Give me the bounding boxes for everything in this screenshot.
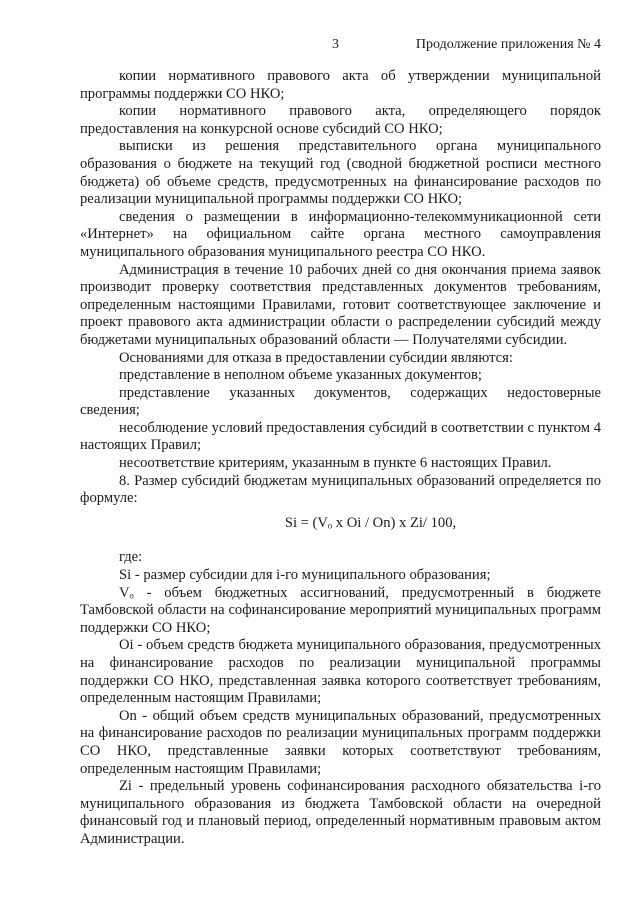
paragraph: представление указанных документов, содержащих недостоверные сведения; bbox=[80, 384, 601, 419]
subsidy-formula: Si = (Vₒ x Oi / On) x Zi/ 100, bbox=[284, 514, 457, 531]
paragraph: несоблюдение условий предоставления субсидий в соответствии с пунктом 4 настоящих Правил; bbox=[80, 419, 601, 454]
paragraph: несоответствие критериям, указанным в пункте 6 настоящих Правил. bbox=[119, 455, 552, 472]
paragraph: Основаниями для отказа в предоставлении субсидии являются: bbox=[119, 349, 513, 366]
paragraph: где: bbox=[119, 549, 143, 566]
paragraph: Oi - объем средств бюджета муниципального образования, предусмотренных на финансирование расходов по реализации муниципальной программы поддержки СО НКО, представленная заявка которого соответствует требованиям, определенным настоящим Правилами; bbox=[80, 637, 601, 707]
paragraph: копии нормативного правового акта об утверждении муниципальной программы поддержки СО НКО; bbox=[80, 68, 601, 102]
paragraph: Администрация в течение 10 рабочих дней со дня окончания приема заявок производит проверку соответствия представленных документов требованиям, определенным настоящими Правилами, готовит соответствующее заключение и проект правового акта администрации области о распределении субсидий между бюджетами муниципальных образований области — Получателями субсидии. bbox=[80, 261, 601, 348]
paragraph: сведения о размещении в информационно-телекоммуникационной сети «Интернет» на официальном сайте органа местного самоуправления муниципального образования муниципального реестра СО НКО. bbox=[80, 208, 601, 260]
paragraph: Si - размер субсидии для i-го муниципального образования; bbox=[119, 567, 491, 584]
paragraph: 8. Размер субсидий бюджетам муниципальных образований определяется по формуле: bbox=[80, 472, 601, 507]
paragraph: Zi - предельный уровень софинансирования расходного обязательства i-го муниципального образования из бюджета Тамбовской области на очередной финансовый год и плановый период, определенный нормативным правовым актом Администрации. bbox=[80, 778, 601, 847]
page-number: 3 bbox=[332, 37, 339, 52]
paragraph: представление в неполном объеме указанных документов; bbox=[119, 367, 482, 384]
paragraph: Vₒ - объем бюджетных ассигнований, предусмотренный в бюджете Тамбовской области на софинансирование мероприятий муниципальных программ поддержки СО НКО; bbox=[80, 584, 601, 636]
paragraph: выписки из решения представительного органа муниципального образования о бюджете на текущий год (сводной бюджетной росписи местного бюджета) об объеме средств, предусмотренных на финансирование расходов по реализации муниципальной программы поддержки СО НКО; bbox=[80, 138, 601, 208]
paragraph: копии нормативного правового акта, определяющего порядок предоставления на конкурсной основе субсидий СО НКО; bbox=[80, 103, 601, 137]
document-body bbox=[80, 68, 601, 849]
paragraph: On - общий объем средств муниципальных образований, предусмотренных на финансирование расходов по реализации муниципальных программ поддержки СО НКО, представленные заявки которых соответствуют требованиям, определенным настоящим Правилами; bbox=[80, 707, 601, 777]
appendix-continuation-note: Продолжение приложения № 4 bbox=[415, 37, 601, 52]
